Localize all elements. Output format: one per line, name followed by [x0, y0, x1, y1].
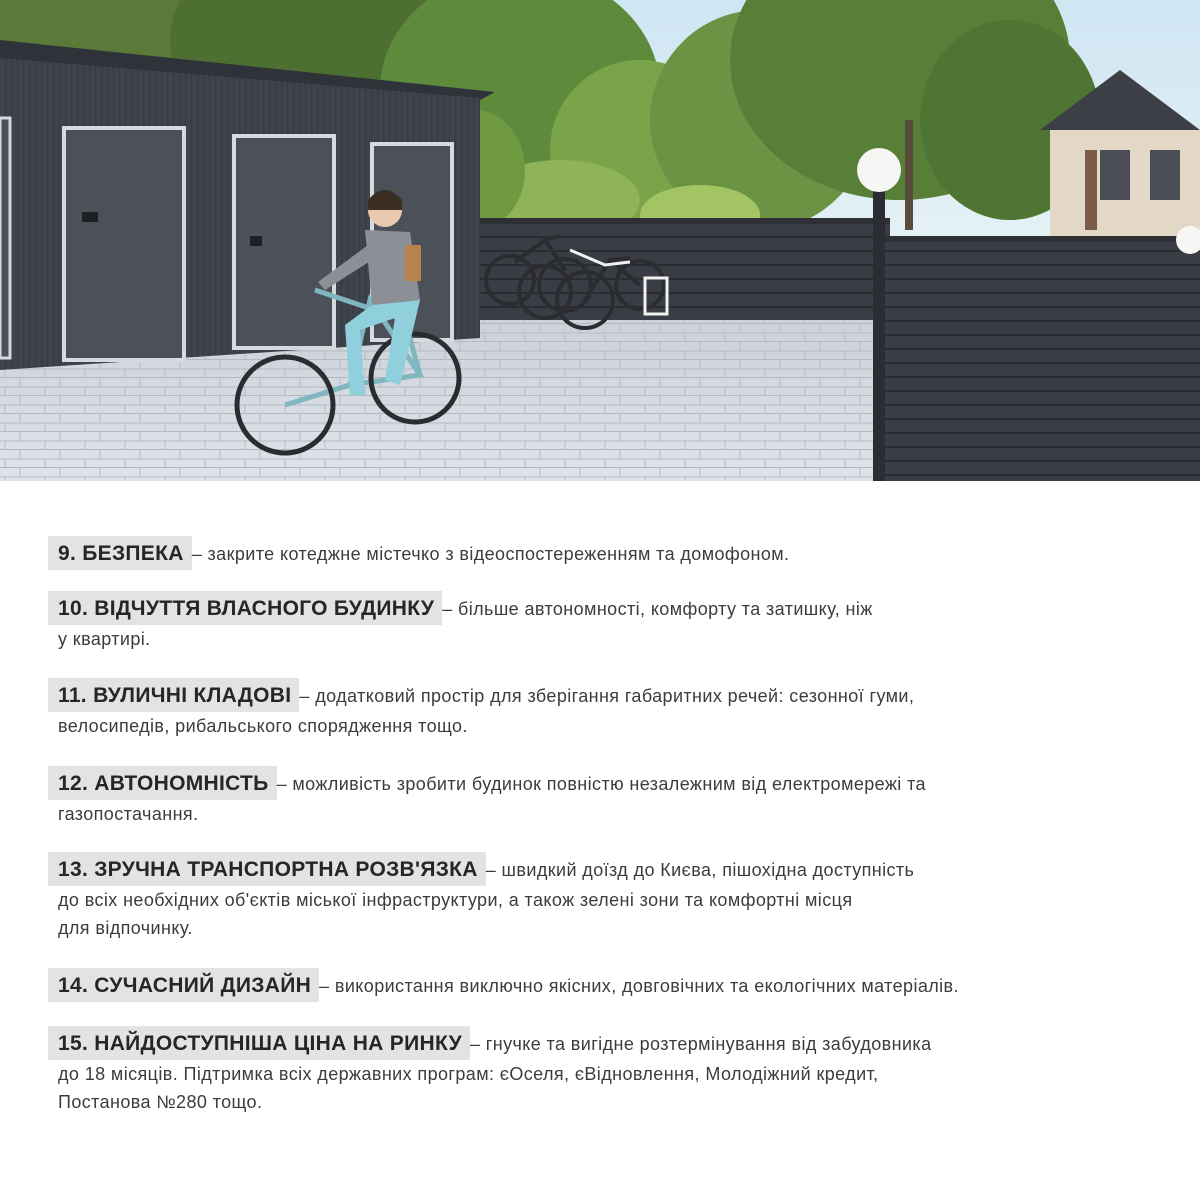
hero-image: [0, 0, 1200, 481]
feature-text: – швидкий доїзд до Києва, пішохідна доступність: [485, 860, 915, 880]
feature-text-cont: газопостачання.: [58, 804, 199, 824]
feature-text-cont: велосипедів, рибальського спорядження тощо.: [58, 716, 468, 736]
feature-text-cont: до 18 місяців. Підтримка всіх державних програм: єОселя, єВідновлення, Молодіжний кредит,: [58, 1064, 879, 1084]
feature-item: [48, 536, 1148, 570]
feature-title: 9. БЕЗПЕКА: [48, 536, 192, 570]
feature-text-cont: Постанова №280 тощо.: [58, 1092, 263, 1112]
feature-title: 14. СУЧАСНИЙ ДИЗАЙН: [48, 968, 319, 1002]
feature-text: – більше автономності, комфорту та затишку, ніж: [442, 599, 873, 619]
feature-title: 13. ЗРУЧНА ТРАНСПОРТНА РОЗВ'ЯЗКА: [48, 852, 486, 886]
feature-text-cont: у квартирі.: [58, 629, 151, 649]
feature-title: 11. ВУЛИЧНІ КЛАДОВІ: [48, 678, 299, 712]
feature-text-cont: до всіх необхідних об'єктів міської інфраструктури, а також зелені зони та комфортні місця: [58, 890, 853, 910]
feature-text: – використання виключно якісних, довговічних та екологічних матеріалів.: [319, 976, 959, 996]
feature-item: [48, 591, 1148, 653]
feature-item: [48, 678, 1148, 740]
feature-text-cont: для відпочинку.: [58, 918, 193, 938]
feature-item: [48, 1026, 1148, 1116]
feature-text: – закрите котеджне містечко з відеоспостереженням та домофоном.: [191, 544, 790, 564]
feature-title: 10. ВІДЧУТТЯ ВЛАСНОГО БУДИНКУ: [48, 591, 442, 625]
feature-item: [48, 766, 1148, 828]
feature-text: – додатковий простір для зберігання габаритних речей: сезонної гуми,: [299, 686, 915, 706]
feature-text: – гнучке та вигідне розтермінування від забудовника: [469, 1034, 932, 1054]
storage-sheds: [0, 40, 495, 370]
feature-title: 12. АВТОНОМНІСТЬ: [48, 766, 277, 800]
feature-item: [48, 968, 1148, 1002]
feature-title: 15. НАЙДОСТУПНІША ЦІНА НА РИНКУ: [48, 1026, 470, 1060]
feature-text: – можливість зробити будинок повністю незалежним від електромережі та: [276, 774, 926, 794]
feature-item: [48, 852, 1148, 942]
